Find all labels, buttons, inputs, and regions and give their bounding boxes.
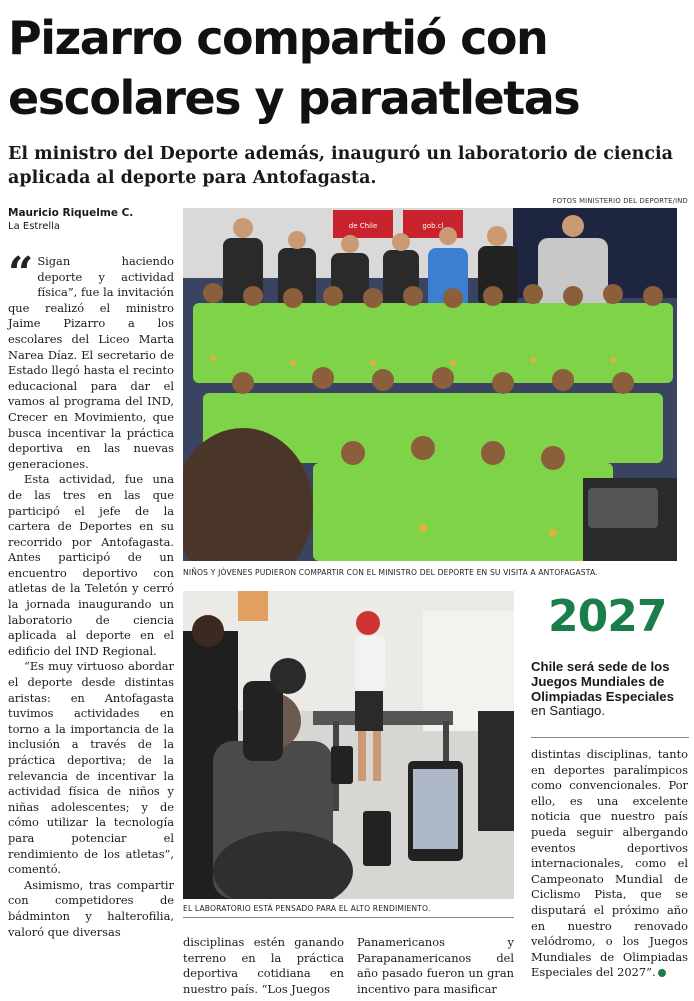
- backdrop-sign-1: de Chile: [348, 222, 378, 230]
- paragraph-2: Esta actividad, fue una de las tres en las que participó el jefe de la cartera de Deportes en su recorrido por Antofagasta. Antes participó de un encuentro deportivo con atletas de la Teletón y cerró la jornada inaugurando un laboratorio de ciencia aplicada al deporte en el edificio del IND Regional.: [8, 472, 174, 658]
- headline: [8, 8, 688, 128]
- article-column-left: [8, 248, 174, 940]
- paragraph-6: Panamericanos y Parapanamericanos del año pasado fueron un gran incentivo para masificar: [357, 935, 514, 996]
- caption-lab-photo: EL LABORATORIO ESTÁ PENSADO PARA EL ALTO RENDIMIENTO.: [183, 904, 431, 913]
- photo-students-with-minister: [183, 208, 677, 561]
- paragraph-7: distintas disciplinas, tanto en deportes paralímpicos como convencionales. Por ello, es una excelente noticia que nuestro país pueda seguir albergando eventos deportivos internacionales, como el Campeonato Mundial de Ciclismo Pista, que se disputará el próximo año en nuestro renovado velódromo, o los Juegos Mundiales de Olimpiadas Especiales del 2027”.: [531, 747, 688, 980]
- paragraph-5: disciplinas estén ganando terreno en la práctica deportiva cotidiana en nuestro país. “Los Juegos: [183, 935, 344, 996]
- byline-author: Mauricio Riquelme C.: [8, 207, 134, 219]
- paragraph-1: Sigan haciendo deporte y actividad física”, fue la invitación que realizó el ministro Jaime Pizarro a los escolares del Liceo Marta Narea Díaz. El secretario de Estado llegó hasta el recinto educacional para dar el vamos al programa del IND, Crecer en Movimiento, que busca incentivar la práctica deportiva en las nuevas generaciones.: [8, 254, 174, 471]
- fact-box-year: 2027: [548, 591, 667, 642]
- divider-under-fact-box: [531, 737, 689, 738]
- caption-students-photo: NIÑOS Y JÓVENES PUDIERON COMPARTIR CON EL MINISTRO DEL DEPORTE EN SU VISITA A ANTOFAGASTA.: [183, 568, 598, 577]
- students-photo-illustration: [183, 208, 677, 561]
- article-column-right: [531, 747, 688, 981]
- byline-publication: La Estrella: [8, 221, 61, 232]
- lab-photo-illustration: [183, 591, 514, 899]
- subheadline: El ministro del Deporte además, inauguró un laboratorio de ciencia aplicada al deporte para Antofagasta.: [8, 144, 674, 188]
- paragraph-3: “Es muy virtuoso abordar el deporte desde distintas aristas: en Antofagasta tuvimos actividades en torno a la importancia de la inclusión a través de la práctica deportiva; de la relevancia de incentivar la actividad física de niños y niñas adolescentes; y de cómo utilizar la tecnología para potenciar el rendimiento de los atletas”, comentó.: [8, 659, 174, 877]
- backdrop-sign-2: gob.cl: [422, 222, 444, 230]
- photo-sports-science-lab: [183, 591, 514, 899]
- photo-credit: FOTOS MINISTERIO DEL DEPORTE/IND: [552, 197, 688, 205]
- article-column-middle-2: [357, 935, 514, 997]
- fact-box-text: [531, 660, 689, 719]
- divider-under-lab-photo: [183, 917, 514, 918]
- drop-quote-mark: “: [8, 248, 34, 299]
- fact-box-plain-text: en Santiago.: [531, 703, 606, 719]
- article-column-middle-1: [183, 935, 344, 997]
- fact-box-bold-text: Chile será sede de los Juegos Mundiales de Olimpiadas Especiales: [531, 659, 674, 704]
- article-end-mark-icon: [658, 969, 666, 977]
- headline-line-1: Pizarro compartió con: [8, 11, 548, 65]
- headline-line-2: escolares y paraatletas: [8, 71, 580, 125]
- paragraph-4: Asimismo, tras compartir con competidores de bádminton y halterofilia, valoró que diversas: [8, 877, 174, 939]
